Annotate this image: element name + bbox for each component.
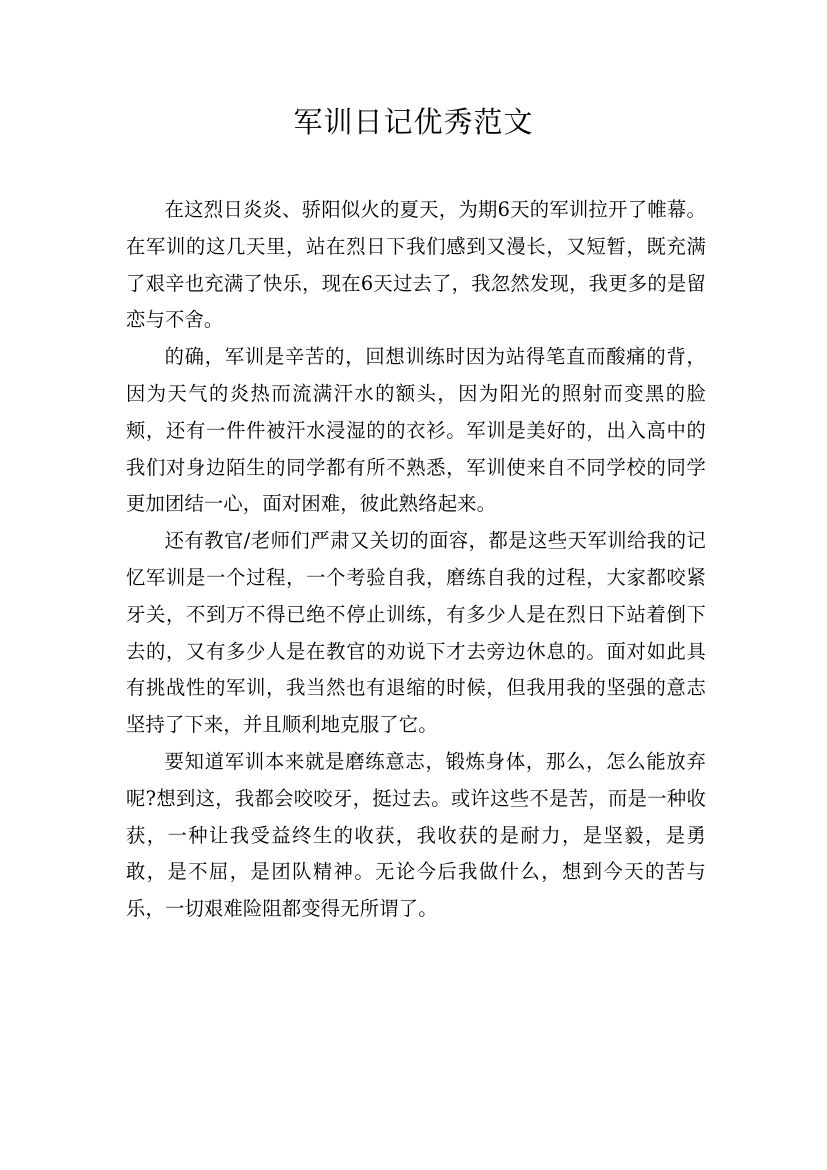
paragraph-3: 还有教官/老师们严肃又关切的面容，都是这些天军训给我的记忆军训是一个过程，一个考验自我，磨练自我的过程，大家都咬紧牙关，不到万不得已绝不停止训练，有多少人是在烈日下站着倒下去的，又有多少人是在教官的劝说下才去旁边休息的。面对如此具有挑战性的军训，我当然也有退缩的时候，但我用我的坚强的意志坚持了下来，并且顺利地克服了它。 (126, 529, 706, 737)
paragraph-2: 的确，军训是辛苦的，回想训练时因为站得笔直而酸痛的背，因为天气的炎热而流满汗水的额头，因为阳光的照射而变黑的脸颊，还有一件件被汗水浸湿的的衣衫。军训是美好的，出入高中的我们对身边陌生的同学都有所不熟悉，军训使来自不同学校的同学更加团结一心，面对困难，彼此熟络起来。 (126, 345, 706, 516)
paragraph-4: 要知道军训本来就是磨练意志，锻炼身体，那么，怎么能放弃呢?想到这，我都会咬咬牙，挺过去。或许这些不是苦，而是一种收获，一种让我受益终生的收获，我收获的是耐力，是坚毅，是勇敢，是不屈，是团队精神。无论今后我做什么，想到今天的苦与乐，一切艰难险阻都变得无所谓了。 (126, 749, 706, 921)
document-body (126, 192, 706, 928)
document-title: 军训日记优秀范文 (293, 105, 534, 139)
paragraph-1: 在这烈日炎炎、骄阳似火的夏天，为期6天的军训拉开了帷幕。在军训的这几天里，站在烈日下我们感到又漫长，又短暂，既充满了艰辛也充满了快乐，现在6天过去了，我忽然发现，我更多的是留恋与不舍。 (126, 198, 706, 332)
